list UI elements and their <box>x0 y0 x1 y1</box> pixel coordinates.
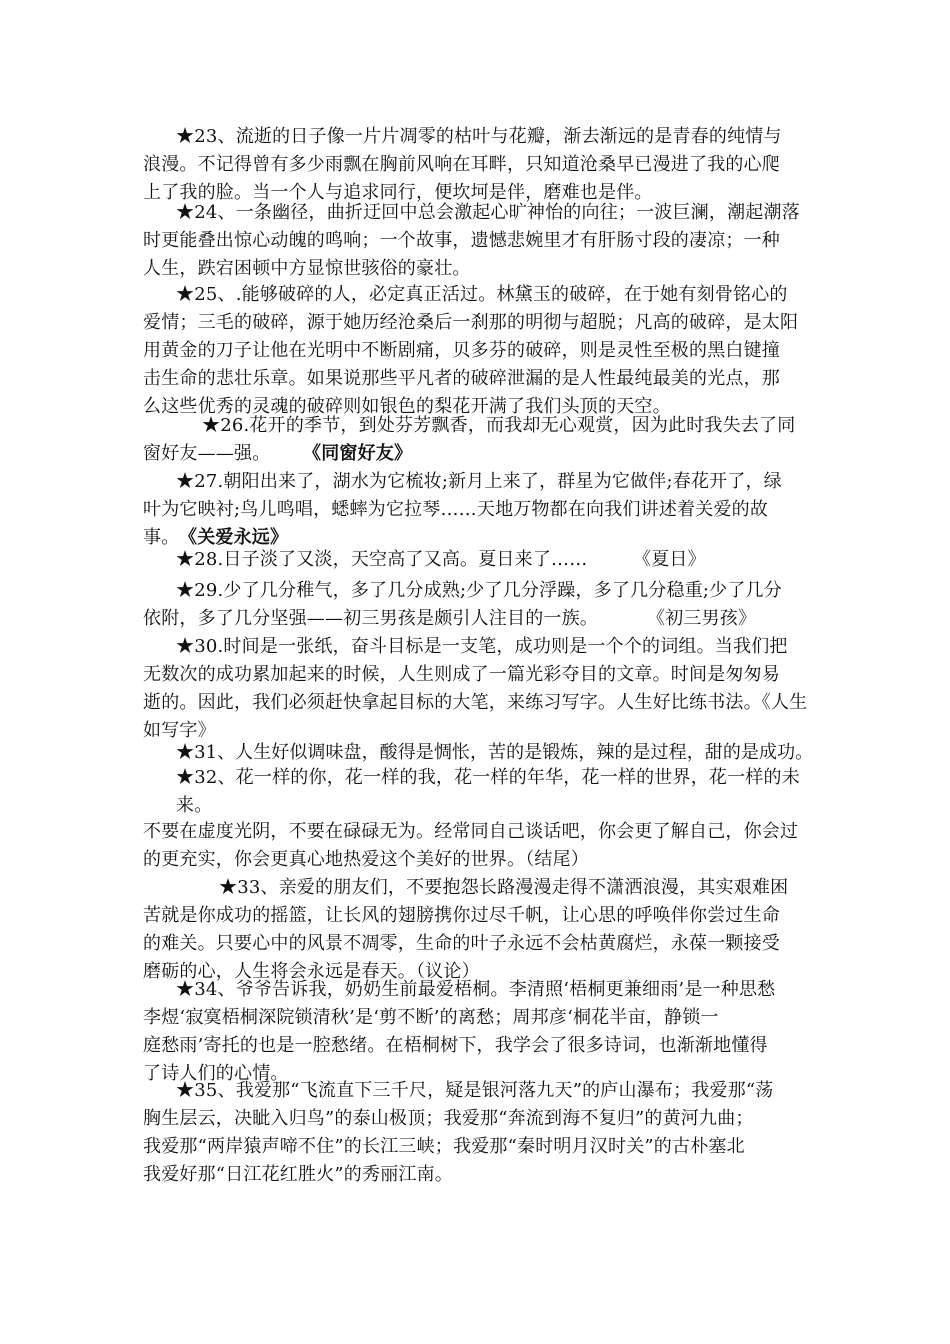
text-line: ★28.日子淡了又淡，天空高了又高。夏日来了…… <box>176 549 588 570</box>
text-line: ★35、我爱那“飞流直下三千尺，疑是银河落九天”的庐山瀑布；我爱那“荡 <box>176 1080 774 1101</box>
text-line: 上了我的脸。当一个人与追求同行，便坎坷是伴，磨难也是伴。 <box>143 182 653 203</box>
text-line: ★27.朝阳出来了，湖水为它梳妆;新月上来了，群星为它做伴;春花开了，绿 <box>176 471 782 492</box>
text-line: 我爱那“两岸猿声啼不住”的长江三峡；我爱那“秦时明月汉时关”的古朴塞北 <box>143 1136 745 1157</box>
text-line: 事。 <box>143 527 180 548</box>
text-line: ★23、流逝的日子像一片片凋零的枯叶与花瓣，渐去渐远的是青春的纯情与 <box>176 126 782 147</box>
essay-title: 《关爱永远》 <box>179 527 289 548</box>
text-line: 无数次的成功累加起来的时候，人生则成了一篇光彩夺目的文章。时间是匆匆易 <box>143 664 780 685</box>
text-line: 的更充实，你会更真心地热爱这个美好的世界。（结尾） <box>143 849 589 870</box>
text-line: 不要在虚度光阴，不要在碌碌无为。经常同自己谈话吧，你会更了解自己，你会过 <box>143 821 799 842</box>
text-line: ★26.花开的季节，到处芬芳飘香，而我却无心观赏，因为此时我失去了同 <box>202 415 796 436</box>
text-line: 苦就是你成功的摇篮，让长风的翅膀携你过尽千帆，让心思的呼唤伴你尝过生命 <box>143 905 780 926</box>
text-line: 李煜‘寂寞梧桐深院锁清秋’是‘剪不断’的离愁；周邦彦‘桐花半亩，静锁一 <box>143 1007 719 1028</box>
text-line: 浪漫。不记得曾有多少雨飘在胸前风响在耳畔，只知道沧桑早已漫进了我的心爬 <box>143 154 780 175</box>
text-line: 磨砺的心，人生将会永远是春天。（议论） <box>143 961 480 982</box>
text-line: 时更能叠出惊心动魄的鸣响；一个故事，遗憾悲婉里才有肝肠寸段的凄凉；一种 <box>143 230 780 251</box>
text-line: ★33、亲爱的朋友们，不要抱怨长路漫漫走得不潇洒浪漫，其实艰难困 <box>219 877 789 898</box>
text-line: 叶为它映衬;鸟儿鸣唱，蟋蟀为它拉琴……天地万物都在向我们讲述着关爱的故 <box>143 499 769 520</box>
text-line: 用黄金的刀子让他在光明中不断剧痛，贝多芬的破碎，则是灵性至极的黑白键撞 <box>143 340 780 361</box>
text-line: 如写字》 <box>143 720 216 741</box>
text-line: 人生，跌宕困顿中方显惊世骇俗的豪壮。 <box>143 258 471 279</box>
text-line: 么这些优秀的灵魂的破碎则如银色的梨花开满了我们头顶的天空。 <box>143 396 671 417</box>
text-line: ★32、花一样的你，花一样的我，花一样的年华，花一样的世界，花一样的未 <box>176 767 800 788</box>
text-line: 逝的。因此，我们必须赶快拿起目标的大笔，来练习写字。人生好比练书法。《人生 <box>143 692 808 713</box>
text-line: 窗好友——强。 <box>143 443 271 464</box>
text-line: 爱情；三毛的破碎，源于她历经沧桑后一刹那的明彻与超脱；凡高的破碎，是太阳 <box>143 312 799 333</box>
text-line: 我爱好那“日江花红胜火”的秀丽江南。 <box>143 1164 454 1185</box>
text-line: ★30.时间是一张纸，奋斗目标是一支笔，成功则是一个个的词组。当我们把 <box>176 636 788 657</box>
text-line: 胸生层云，决眦入归鸟”的泰山极顶；我爱那“奔流到海不复归”的黄河九曲； <box>143 1108 754 1129</box>
text-line: 来。 <box>176 795 213 816</box>
text-line: ★34、爷爷告诉我，奶奶生前最爱梧桐。李清照‘梧桐更兼细雨’是一种思愁 <box>176 979 776 1000</box>
essay-title: 《同窗好友》 <box>303 443 413 464</box>
text-line: ★29.少了几分稚气，多了几分成熟;少了几分浮躁，多了几分稳重;少了几分 <box>176 580 782 601</box>
text-line: ★24、一条幽径，曲折迂回中总会激起心旷神怡的向往；一波巨澜，潮起潮落 <box>176 202 800 223</box>
text-line: ★31、人生好似调味盘，酸得是惆怅，苦的是锻炼，辣的是过程，甜的是成功。 <box>176 742 814 763</box>
text-line: ★25、.能够破碎的人，必定真正活过。林黛玉的破碎，在于她有刻骨铭心的 <box>176 284 788 305</box>
essay-title: 《初三男孩》 <box>647 608 757 629</box>
text-line: 依附，多了几分坚强——初三男孩是颇引人注目的一族。 <box>143 608 598 629</box>
text-line: 的难关。只要心中的风景不凋零，生命的叶子永远不会枯黄腐烂，永葆一颗接受 <box>143 933 780 954</box>
essay-title: 《夏日》 <box>633 549 706 570</box>
text-line: 庭愁雨’寄托的也是一腔愁绪。在梧桐树下，我学会了很多诗词，也渐渐地懂得 <box>143 1035 768 1056</box>
text-line: 击生命的悲壮乐章。如果说那些平凡者的破碎泄漏的是人性最纯最美的光点，那 <box>143 368 780 389</box>
text-line: 了诗人们的心情。 <box>143 1063 289 1084</box>
